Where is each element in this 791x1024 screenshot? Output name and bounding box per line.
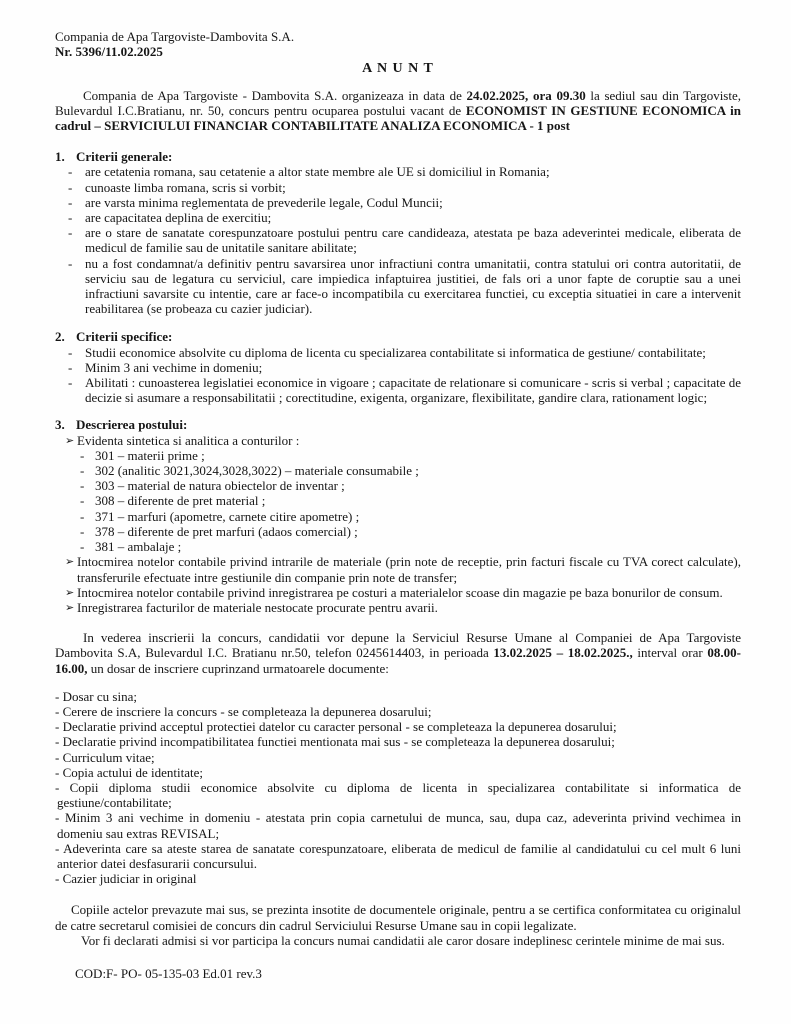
document-item-text: Curriculum vitae; [62, 749, 155, 765]
position-title-bold: ECONOMIST IN GESTIUNE ECONOMICA in cadrul – SERVICIULUI FINANCIAR CONTABILITATE ANALIZA ECONOMICA - 1 post [55, 102, 741, 134]
dash-marker: - [68, 225, 73, 241]
account-item-text: 381 – ambalaje ; [95, 539, 182, 555]
dash-marker: - [68, 210, 73, 226]
document-item-text: Cerere de inscriere la concurs - se completeaza la depunerea dosarului; [62, 703, 432, 719]
arrow-bullet-icon: ➢ [65, 555, 75, 569]
section-title: Descrierea postului: [76, 417, 188, 433]
enrollment-period-bold: 13.02.2025 – 18.02.2025., [493, 645, 633, 661]
document-item [55, 765, 741, 780]
closing-paragraphs [55, 902, 741, 948]
account-item [80, 448, 741, 463]
dash-marker: - [55, 734, 60, 750]
document-title: A N U N T [362, 61, 434, 77]
dash-marker: - [80, 508, 85, 524]
document-item-text: Dosar cu sina; [62, 688, 137, 704]
criteria-item [68, 375, 741, 405]
dash-marker: - [68, 344, 73, 360]
criteria-item [68, 164, 741, 179]
enrollment-hours-bold: 08.00-16.00, [55, 645, 741, 676]
dash-marker: - [55, 871, 60, 887]
document-number: Nr. 5396/11.02.2025 [55, 44, 163, 60]
dash-marker: - [68, 359, 73, 375]
dash-marker: - [55, 764, 60, 780]
account-item-text: 301 – materii prime ; [95, 447, 205, 463]
dash-marker: - [68, 255, 73, 271]
criteria-item-text: Abilitati : cunoasterea legislatiei economice in vigoare ; capacitate de relationare si comunicare - scris si verbal ; capacitate de decizie si asumare a responsabilitatii ; corectitudine, exigenta, organizare, flexibilitate, gandire clara, rationament logic; [85, 375, 741, 406]
account-item [80, 539, 741, 554]
dash-marker: - [80, 539, 85, 555]
section-job-description [55, 417, 741, 615]
document-item-text: Cazier judiciar in original [62, 871, 197, 887]
dash-marker: - [55, 703, 60, 719]
arrow-bullet-icon: ➢ [65, 433, 75, 447]
section-general-criteria [55, 149, 741, 316]
company-name: Compania de Apa Targoviste-Dambovita S.A. [55, 29, 295, 44]
required-documents-list [55, 689, 741, 887]
section-heading [55, 417, 741, 432]
criteria-item [68, 345, 741, 360]
duty-item [65, 554, 741, 584]
duty-item-text: Intocmirea notelor contabile privind inregistrarea pe costuri a materialelor scoase din magazie pe baza bonurilor de consum. [77, 584, 723, 600]
arrow-bullet-icon: ➢ [65, 600, 75, 614]
criteria-item [68, 210, 741, 225]
criteria-item [68, 180, 741, 195]
criteria-item-text: are cetatenia romana, sau cetatenie a altor state membre ale UE si domiciliul in Romania; [85, 164, 550, 180]
criteria-item-text: Minim 3 ani vechime in domeniu; [85, 359, 263, 375]
intro-text-run: la sediul sau din Targoviste, Bulevardul I.C.Bratianu, nr. 50, concurs pentru ocuparea postului vacant de [55, 87, 741, 118]
dash-marker: - [80, 463, 85, 479]
account-item [80, 509, 741, 524]
document-code-footer: COD:F- PO- 05-135-03 Ed.01 rev.3 [75, 965, 262, 981]
dash-marker: - [55, 840, 60, 856]
account-item [80, 524, 741, 539]
document-item [55, 719, 741, 734]
section-heading [55, 149, 741, 164]
account-item-text: 308 – diferente de pret material ; [95, 493, 266, 509]
enrollment-text-run: interval orar [632, 645, 708, 661]
arrow-bullet-icon: ➢ [65, 585, 75, 599]
enrollment-paragraph [55, 630, 741, 676]
account-item [80, 493, 741, 508]
exam-date-time-bold: 24.02.2025, ora 09.30 [466, 87, 586, 103]
duty-item [65, 600, 741, 615]
dash-marker: - [68, 194, 73, 210]
dash-marker: - [55, 688, 60, 704]
section-specific-criteria [55, 329, 741, 405]
document-item-text: Copii diploma studii economice absolvite cu diploma de licenta in specializarea contabilitate si informatica de gestiune/contabilitate; [57, 779, 741, 811]
dash-marker: - [80, 447, 85, 463]
criteria-item [68, 195, 741, 210]
criteria-list [68, 345, 741, 406]
document-item [55, 734, 741, 749]
criteria-item-text: are capacitatea deplina de exercitiu; [85, 210, 272, 226]
job-duties-list [65, 433, 741, 615]
document-item-text: Declaratie privind incompatibilitatea functiei mentionata mai sus - se completeaza la depunerea dosarului; [62, 734, 615, 750]
dash-marker: - [55, 749, 60, 765]
dash-marker: - [55, 719, 60, 735]
closing-paragraph-originals: Copiile actelor prevazute mai sus, se prezinta insotite de documentele originale, pentru a se certifica conformitatea cu originalul de catre secretarul comisiei de concurs din cadrul Serviciului Resurse Umane sau in copii legalizate. [55, 902, 741, 933]
document-item-text: Adeverinta care sa ateste starea de sanatate corespunzatoare, eliberata de medicul de familie al candidatului cu cel mult 6 luni anterior datei desfasurarii concursului. [57, 840, 741, 871]
document-item-text: Copia actului de identitate; [62, 764, 204, 780]
dash-marker: - [55, 810, 60, 826]
dash-marker: - [80, 493, 85, 509]
document-item [55, 750, 741, 765]
closing-paragraph-admission: Vor fi declarati admisi si vor participa la concurs numai candidatii ale caror dosare indeplinesc cerintele minime de mai sus. [81, 932, 725, 948]
intro-paragraph [55, 88, 741, 134]
duty-item-text: Inregistrarea facturilor de materiale nestocate procurate pentru avarii. [77, 599, 438, 615]
dash-marker: - [68, 179, 73, 195]
criteria-item-text: are o stare de sanatate corespunzatoare postului pentru care candideaza, atestata pe baza adeverintei medicale, eliberata de medicul de familie sau de unitatile sanitare abilitate; [85, 225, 741, 256]
dash-marker: - [68, 164, 73, 180]
duty-item-text: Intocmirea notelor contabile privind intrarile de materiale (prin note de receptie, prin facturi fiscale cu TVA corect calculate), transferurile efectuate intre gestiunile din companie prin note de transfer; [77, 554, 741, 585]
section-number: 3. [55, 417, 65, 433]
account-item [80, 463, 741, 478]
document-item [55, 810, 741, 840]
criteria-item-text: nu a fost condamnat/a definitiv pentru savarsirea unor infractiuni contra umanitatii, contra statului ori contra autoritatii, de serviciu sau de legatura cu serviciul, care impiedica infaptuirea justitiei, de fals ori a unor fapte de coruptie sau a unei infractiuni savarsite cu intentie, care ar face-o incompatibila cu exercitarea functiei, cu exceptia situatiei in care a intervenit reabilitarea (se probeaza cu cazier judiciar). [85, 255, 741, 317]
account-item-text: 371 – marfuri (apometre, carnete citire apometre) ; [95, 508, 360, 524]
dash-marker: - [80, 523, 85, 539]
criteria-item [68, 256, 741, 317]
dash-marker: - [55, 779, 60, 795]
document-item-text: Minim 3 ani vechime in domeniu - atestata prin copia carnetului de munca, sau, dupa caz, adeverinta privind vechimea in domeniu sau extras REVISAL; [57, 810, 742, 841]
account-item-text: 378 – diferente de pret marfuri (adaos comercial) ; [95, 523, 358, 539]
criteria-item-text: cunoaste limba romana, scris si vorbit; [85, 179, 286, 195]
section-number: 1. [55, 149, 65, 165]
accounts-list [80, 448, 741, 554]
document-item [55, 780, 741, 810]
criteria-item-text: Studii economice absolvite cu diploma de licenta cu specializarea contabilitate si informatica de gestiune/ contabilitate; [85, 344, 706, 360]
duty-item-text: Evidenta sintetica si analitica a conturilor : [77, 432, 300, 448]
section-heading [55, 329, 741, 344]
account-item-text: 302 (analitic 3021,3024,3028,3022) – materiale consumabile ; [95, 463, 419, 479]
enrollment-text-run: un dosar de inscriere cuprinzand urmatoarele documente: [87, 660, 389, 676]
document-item [55, 871, 741, 886]
section-number: 2. [55, 329, 65, 345]
dash-marker: - [68, 375, 73, 391]
intro-text-run: Compania de Apa Targoviste - Dambovita S.A. organizeaza in data de [83, 87, 467, 103]
account-item [80, 478, 741, 493]
criteria-item-text: are varsta minima reglementata de prevederile legale, Codul Muncii; [85, 194, 443, 210]
section-title: Criterii generale: [76, 149, 173, 165]
criteria-list [68, 164, 741, 316]
criteria-item [68, 225, 741, 255]
document-item-text: Declaratie privind acceptul protectiei datelor cu caracter personal - se completeaza la depunerea dosarului; [62, 719, 617, 735]
enrollment-text-run: In vederea inscrierii la concurs, candidatii vor depune la Serviciul Resurse Umane al Companiei de Apa Targoviste Dambovita S.A, Bulevardul I.C. Bratianu nr.50, telefon 0245614403, in perioada [55, 630, 741, 661]
document-item [55, 689, 741, 704]
duty-item [65, 585, 741, 600]
criteria-item [68, 360, 741, 375]
document-item [55, 841, 741, 871]
duty-item [65, 433, 741, 448]
document-item [55, 704, 741, 719]
section-title: Criterii specifice: [76, 329, 173, 345]
account-item-text: 303 – material de natura obiectelor de inventar ; [95, 478, 345, 494]
dash-marker: - [80, 478, 85, 494]
